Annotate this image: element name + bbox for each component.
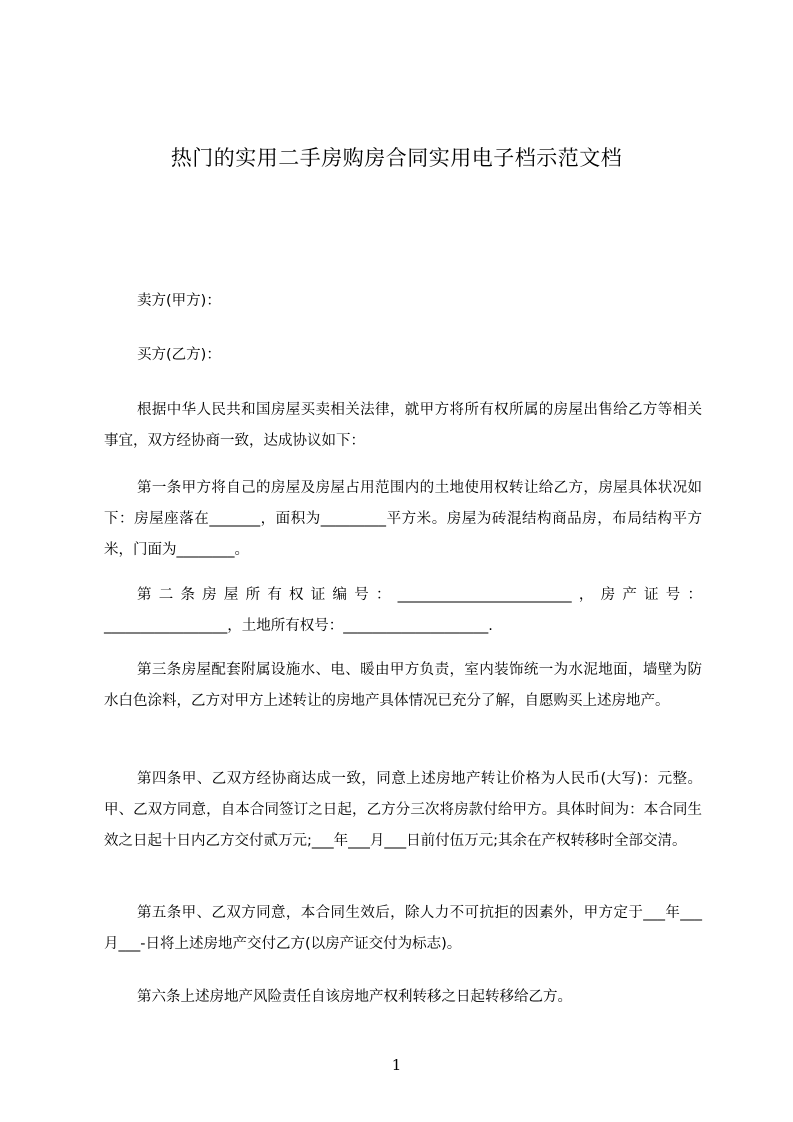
page-number: 1 xyxy=(391,1056,402,1074)
article-4: 第四条甲、乙双方经协商达成一致，同意上述房地产转让价格为人民币(大写)：元整。甲、乙双方同意，自本合同签订之日起，乙方分三次将房款付给甲方。具体时间为：本合同生效之日起十日内乙方交付贰万元;___年___月___日前付伍万元;其余在产权转移时全部交清。 xyxy=(104,771,702,849)
article-3: 第三条房屋配套附属设施水、电、暖由甲方负责，室内装饰统一为水泥地面，墙壁为防水白色涂料，乙方对甲方上述转让的房地产具体情况已充分了解，自愿购买上述房地产。 xyxy=(104,662,702,709)
article-1: 第一条甲方将自己的房屋及房屋占用范围内的土地使用权转让给乙方，房屋具体状况如下：房屋座落在_______，面积为_________平方米。房屋为砖混结构商品房，布局结构平方米，门面为________。 xyxy=(104,480,702,558)
intro-paragraph: 根据中华人民共和国房屋买卖相关法律，就甲方将所有权所属的房屋出售给乙方等相关事宜，双方经协商一致，达成协议如下： xyxy=(104,402,702,449)
buyer-label: 买方(乙方)： xyxy=(137,347,221,363)
article-5: 第五条甲、乙双方同意，本合同生效后，除人力不可抗拒的因素外，甲方定于___年___月___-日将上述房地产交付乙方(以房产证交付为标志)。 xyxy=(104,905,702,952)
seller-label: 卖方(甲方)： xyxy=(137,293,221,309)
article-2: 第二条房屋所有权证编号：________________________，房产证号：_________________，土地所有权号：____________________. xyxy=(104,587,702,634)
document-title: 热门的实用二手房购房合同实用电子档示范文档 xyxy=(170,146,623,170)
article-6: 第六条上述房地产风险责任自该房地产权利转移之日起转移给乙方。 xyxy=(137,989,572,1005)
